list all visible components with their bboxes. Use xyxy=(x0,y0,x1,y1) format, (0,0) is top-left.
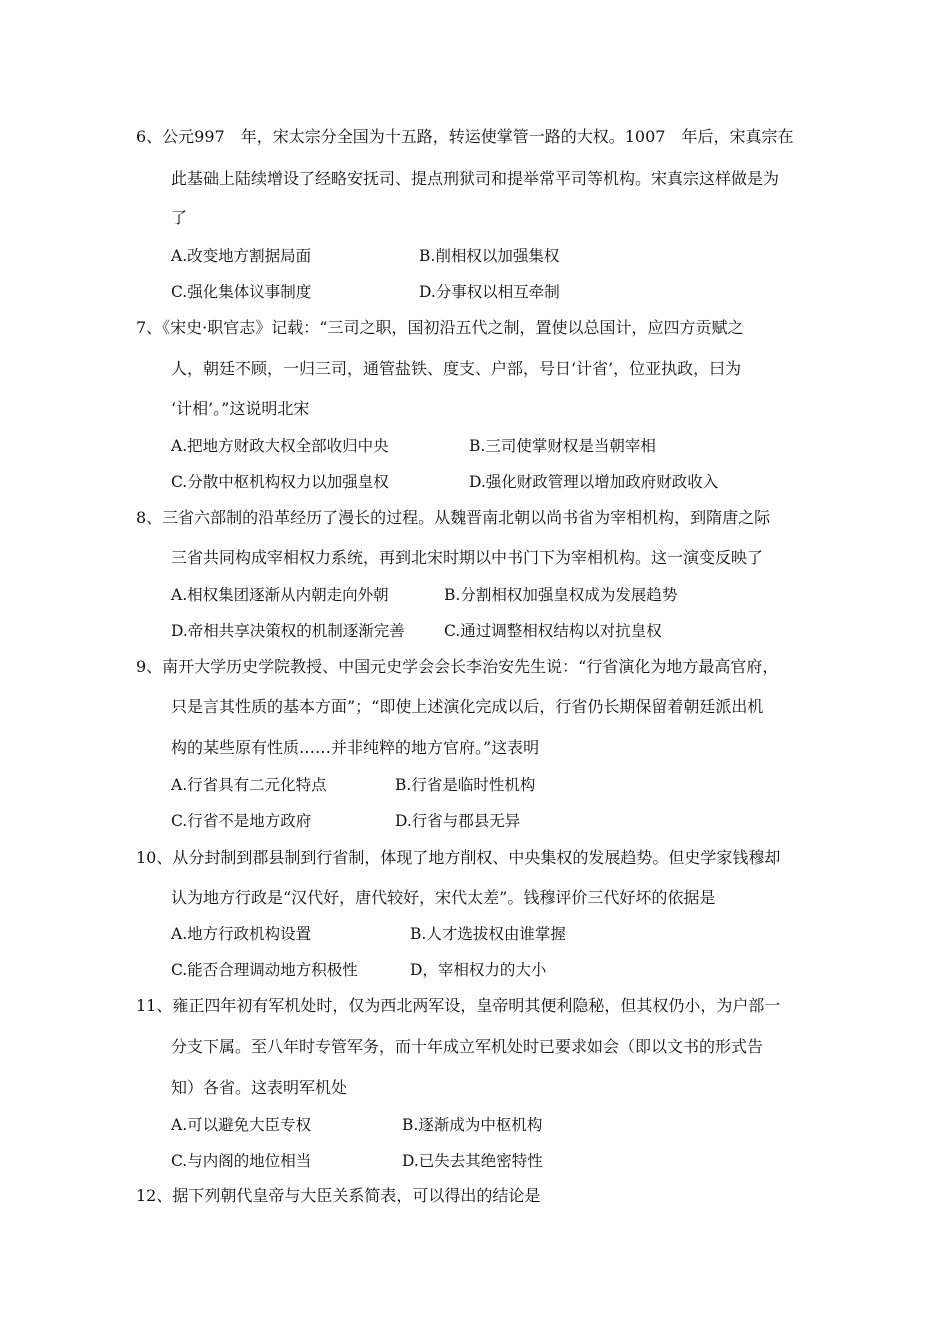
question-7-option-d: D.强化财政管理以增加政府财政收入 xyxy=(469,473,719,491)
question-10-option-b: B.人才选拔权由谁掌握 xyxy=(410,925,566,943)
question-7-option-a: A.把地方财政大权全部收归中央 xyxy=(171,437,389,455)
question-9-option-b: B.行省是临时性机构 xyxy=(395,776,536,794)
question-7-option-c: C.分散中枢机构权力以加强皇权 xyxy=(171,473,389,491)
question-6-option-a: A.改变地方割据局面 xyxy=(171,247,312,265)
question-10-stem-line-1: 10、从分封制到郡县制到行省制，体现了地方削权、中央集权的发展趋势。但史学家钱穆却 xyxy=(136,848,781,867)
question-11-stem-line-2: 分支下属。至八年时专管军务，而十年成立军机处时已要求如会（即以文书的形式告 xyxy=(171,1037,764,1056)
question-6-option-c: C.强化集体议事制度 xyxy=(171,283,312,301)
question-8-stem-line-2: 三省共同构成宰相权力系统，再到北宋时期以中书门下为宰相机构。这一演变反映了 xyxy=(171,548,764,567)
question-6-option-d: D.分事权以相互牵制 xyxy=(419,283,560,301)
question-8-option-b: B.分割相权加强皇权成为发展趋势 xyxy=(444,586,678,604)
question-7-option-b: B.三司使掌财权是当朝宰相 xyxy=(469,437,656,455)
question-10-option-a: A.地方行政机构设置 xyxy=(171,925,312,943)
question-7-stem-line-3: ‘计相’。”这说明北宋 xyxy=(171,399,310,418)
question-8-option-a: A.相权集团逐渐从内朝走向外朝 xyxy=(171,586,389,604)
question-11-option-d: D.已失去其绝密特性 xyxy=(402,1152,543,1170)
question-10-option-c: C.能否合理调动地方积极性 xyxy=(171,961,358,979)
question-9-option-c: C.行省不是地方政府 xyxy=(171,812,312,830)
question-6-option-b: B.削相权以加强集权 xyxy=(419,247,560,265)
question-11-stem-line-1: 11、雍正四年初有军机处时，仅为西北两军设，皇帝明其便利隐秘，但其权仍小，为户部一 xyxy=(136,996,781,1015)
question-7-stem-line-2: 人，朝廷不顾，一归三司，通管盐铁、度支、户部，号日‘计省’，位亚执政，曰为 xyxy=(171,359,742,378)
question-12-stem-line-1: 12、据下列朝代皇帝与大臣关系简表，可以得出的结论是 xyxy=(136,1186,541,1205)
question-6-stem-line-3: 了 xyxy=(171,208,188,227)
question-7-stem-line-1: 7、《宋史·职官志》记载：“三司之职，国初沿五代之制，置使以总国计，应四方贡赋之 xyxy=(136,318,744,337)
question-11-option-b: B.逐渐成为中枢机构 xyxy=(402,1116,543,1134)
question-8-option-c: C.通过调整相权结构以对抗皇权 xyxy=(444,622,662,640)
question-9-option-a: A.行省具有二元化特点 xyxy=(171,776,327,794)
question-8-option-d: D.帝相共享决策权的机制逐渐完善 xyxy=(171,622,405,640)
question-6-stem-line-1: 6、公元997 年，宋太宗分全国为十五路，转运使掌管一路的大权。1007 年后，宋真宗在 xyxy=(136,127,794,146)
question-9-stem-line-1: 9、南开大学历史学院教授、中国元史学会会长李治安先生说：“行省演化为地方最高官府， xyxy=(136,657,779,676)
question-11-stem-line-3: 知）各省。这表明军机处 xyxy=(171,1078,348,1097)
question-9-stem-line-2: 只是言其性质的基本方面”；“即使上述演化完成以后，行省仍长期保留着朝廷派出机 xyxy=(171,697,764,716)
question-10-stem-line-2: 认为地方行政是“汉代好，唐代较好，宋代太差”。钱穆评价三代好坏的依据是 xyxy=(171,888,716,907)
question-6-stem-line-2: 此基础上陆续增设了经略安抚司、提点刑狱司和提举常平司等机构。宋真宗这样做是为 xyxy=(171,169,780,188)
question-11-option-c: C.与内阁的地位相当 xyxy=(171,1152,312,1170)
question-8-stem-line-1: 8、三省六部制的沿革经历了漫长的过程。从魏晋南北朝以尚书省为宰相机构，到隋唐之际 xyxy=(136,508,771,527)
question-11-option-a: A.可以避免大臣专权 xyxy=(171,1116,312,1134)
question-9-stem-line-3: 构的某些原有性质……并非纯粹的地方官府。”这表明 xyxy=(171,738,540,757)
question-9-option-d: D.行省与郡县无异 xyxy=(395,812,521,830)
question-10-option-d: D，宰相权力的大小 xyxy=(410,961,547,979)
